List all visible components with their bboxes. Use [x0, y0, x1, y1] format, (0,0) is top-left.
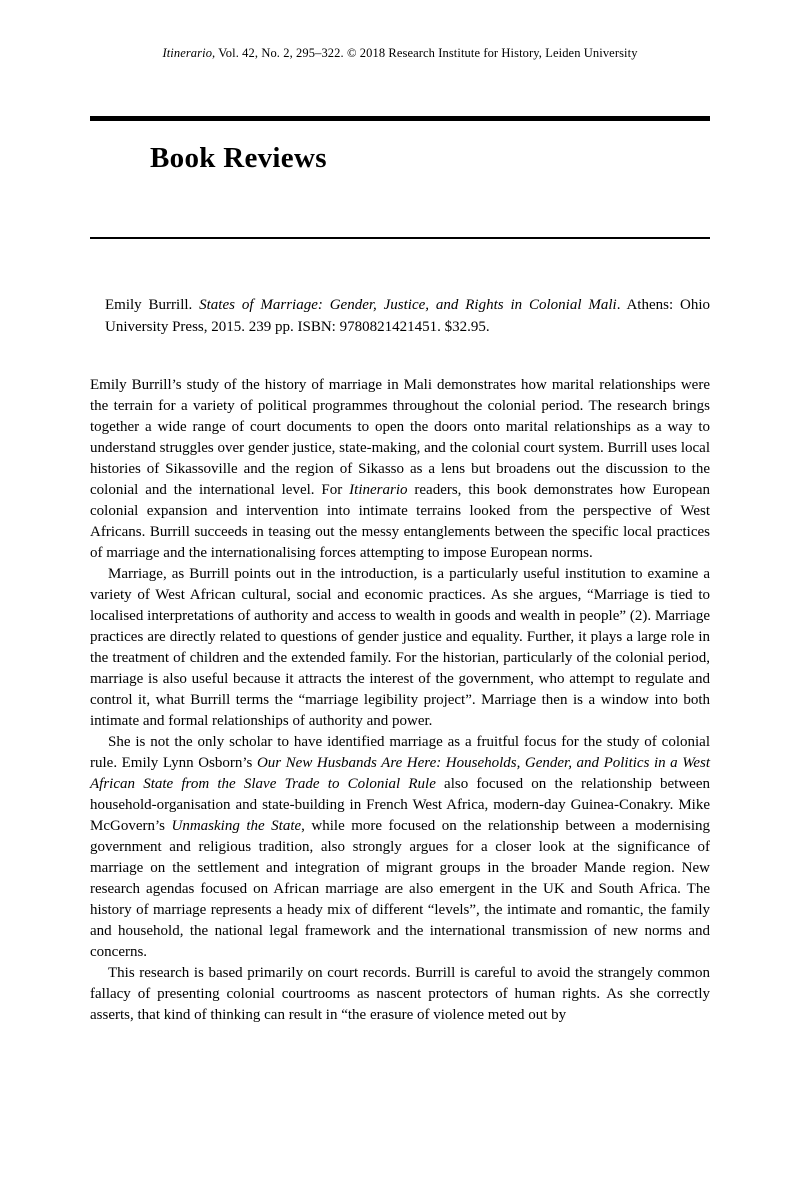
book-citation: Emily Burrill. States of Marriage: Gender, Justice, and Rights in Colonial Mali. Athens: Ohio University Press, 2015. 239 pp. ISBN: 9780821421451. $32.95.: [105, 297, 710, 335]
divider-thick: [90, 116, 710, 121]
journal-header: Itinerario, Vol. 42, No. 2, 295–322. © 2018 Research Institute for History, Leiden University: [162, 46, 638, 60]
review-body: [90, 375, 710, 1026]
paragraph-3: She is not the only scholar to have identified marriage as a fruitful focus for the study of colonial rule. Emily Lynn Osborn’s Our New Husbands Are Here: Households, Gender, and Politics in a West African State from the Slave Trade to Colonial Rule also focused on the relationship between household-organisation and state-building in French West Africa, modern-day Guinea-Conakry. Mike McGovern’s Unmasking the State, while more focused on the relationship between a modernising government and religious tradition, also strongly argues for a closer look at the significance of marriage on the settlement and integration of migrant groups in the broader Mande region. New research agendas focused on African marriage are also emergent in the UK and South Africa. The history of marriage represents a heady mix of different “levels”, the intimate and romantic, the family and household, the national legal framework and the international transmission of new norms and concerns.: [90, 734, 710, 960]
paragraph-1: Emily Burrill’s study of the history of marriage in Mali demonstrates how marital relationships were the terrain for a variety of political programmes throughout the colonial period. The research brings together a wide range of court documents to open the doors onto marital relationships as a way to understand struggles over gender justice, state-making, and the colonial court system. Burrill uses local histories of Sikassoville and the region of Sikasso as a lens but broadens out the discussion to the colonial and the international level. For Itinerario readers, this book demonstrates how European colonial expansion and intervention into intimate terrains looked from the perspective of West Africans. Burrill succeeds in teasing out the messy entanglements between the specific local practices of marriage and the internationalising forces attempting to impose European norms.: [90, 377, 710, 561]
divider-thin: [90, 237, 710, 239]
paragraph-2: Marriage, as Burrill points out in the introduction, is a particularly useful institution to examine a variety of West African cultural, social and economic practices. As she argues, “Marriage is tied to localised interpretations of authority and access to wealth in goods and wealth in people” (2). Marriage practices are directly related to questions of gender justice and equality. Further, it plays a large role in the treatment of children and the extended family. For the historian, particularly of the colonial period, marriage is also useful because it attracts the interest of the government, who attempt to regulate and control it, what Burrill terms the “marriage legibility project”. Marriage then is a window into both intimate and formal relationships of authority and power.: [90, 566, 710, 729]
paragraph-4: This research is based primarily on court records. Burrill is careful to avoid the strangely common fallacy of presenting colonial courtrooms as nascent protectors of human rights. As she correctly asserts, that kind of thinking can result in “the erasure of violence meted out by: [90, 965, 710, 1023]
page-title: Book Reviews: [150, 142, 327, 174]
